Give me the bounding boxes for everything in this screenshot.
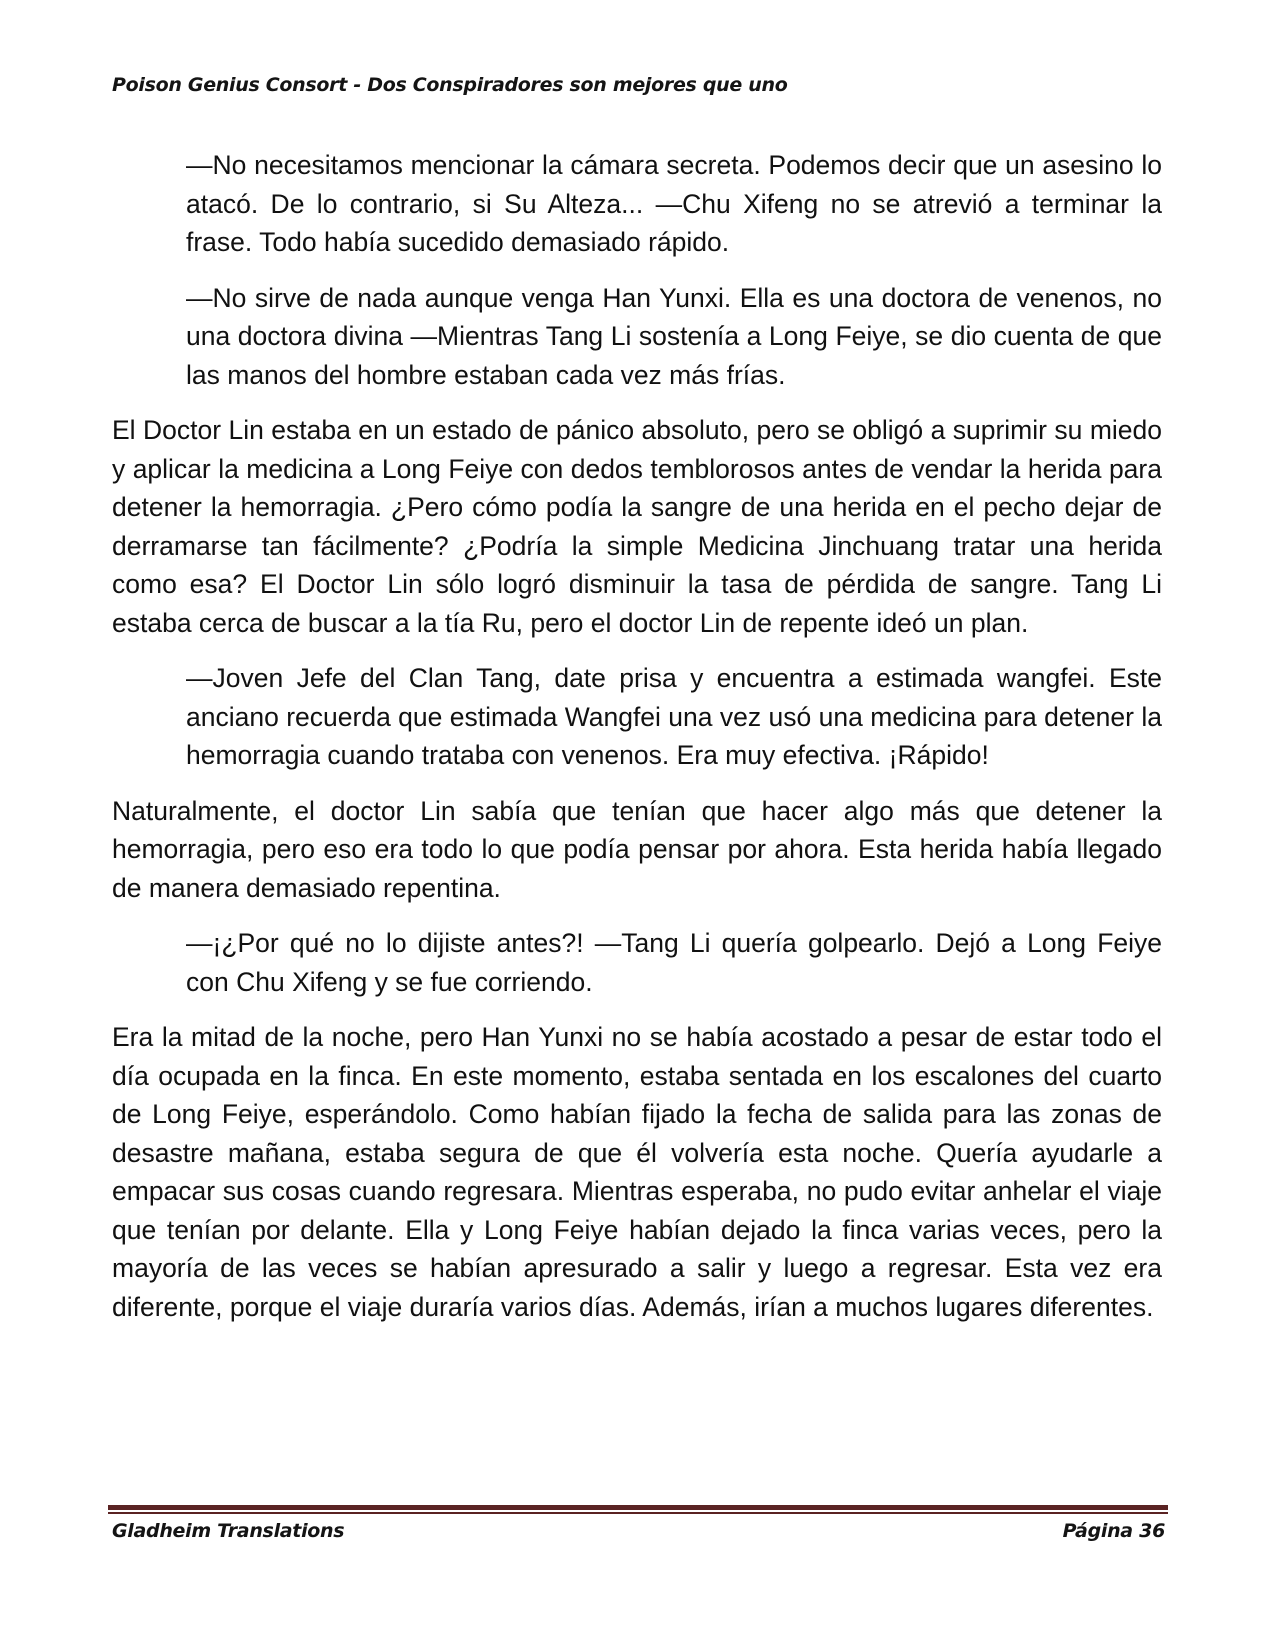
dialogue-paragraph: —Joven Jefe del Clan Tang, date prisa y encuentra a estimada wangfei. Este anciano recuerda que estimada Wangfei una vez usó una medicina para detener la hemorragia cuando trataba con venenos. Era muy efectiva. ¡Rápido!	[186, 663, 1162, 770]
dialogue-paragraph: —¡¿Por qué no lo dijiste antes?! —Tang Li quería golpearlo. Dejó a Long Feiye con Chu Xifeng y se fue corriendo.	[186, 928, 1162, 997]
page-number: Página 36	[1062, 1520, 1165, 1542]
footer-credit: Gladheim Translations	[112, 1520, 345, 1542]
narrative-paragraph: Naturalmente, el doctor Lin sabía que tenían que hacer algo más que detener la hemorragia, pero eso era todo lo que podía pensar por ahora. Esta herida había llegado de manera demasiado repentina.	[112, 795, 1162, 903]
running-header: Poison Genius Consort - Dos Conspiradores son mejores que uno	[112, 74, 788, 96]
footer-divider	[108, 1505, 1168, 1514]
narrative-paragraph: El Doctor Lin estaba en un estado de pánico absoluto, pero se obligó a suprimir su miedo y aplicar la medicina a Long Feiye con dedos temblorosos antes de vendar la herida para detener la hemorragia. ¿Pero cómo podía la sangre de una herida en el pecho dejar de derramarse tan fácilmente? ¿Podría la simple Medicina Jinchuang tratar una herida como esa? El Doctor Lin sólo logró disminuir la tasa de pérdida de sangre. Tang Li estaba cerca de buscar a la tía Ru, pero el doctor Lin de repente ideó un plan.	[112, 415, 1162, 638]
narrative-paragraph: Era la mitad de la noche, pero Han Yunxi no se había acostado a pesar de estar todo el día ocupada en la finca. En este momento, estaba sentada en los escalones del cuarto de Long Feiye, esperándolo. Como habían fijado la fecha de salida para las zonas de desastre mañana, estaba segura de que él volvería esta noche. Quería ayudarle a empacar sus cosas cuando regresara. Mientras esperaba, no pudo evitar anhelar el viaje que tenían por delante. Ella y Long Feiye habían dejado la finca varias veces, pero la mayoría de las veces se habían apresurado a salir y luego a regresar. Esta vez era diferente, porque el viaje duraría varios días. Además, irían a muchos lugares diferentes.	[112, 1022, 1162, 1322]
page-body	[112, 146, 1162, 1476]
dialogue-paragraph: —No sirve de nada aunque venga Han Yunxi. Ella es una doctora de venenos, no una doctora divina —Mientras Tang Li sostenía a Long Feiye, se dio cuenta de que las manos del hombre estaban cada vez más frías.	[186, 282, 1162, 390]
footer-divider-thin-line	[108, 1512, 1168, 1514]
dialogue-paragraph: —No necesitamos mencionar la cámara secreta. Podemos decir que un asesino lo atacó. De lo contrario, si Su Alteza... —Chu Xifeng no se atrevió a terminar la frase. Todo había sucedido demasiado rápido.	[186, 150, 1162, 257]
footer-divider-thick-line	[108, 1505, 1168, 1510]
